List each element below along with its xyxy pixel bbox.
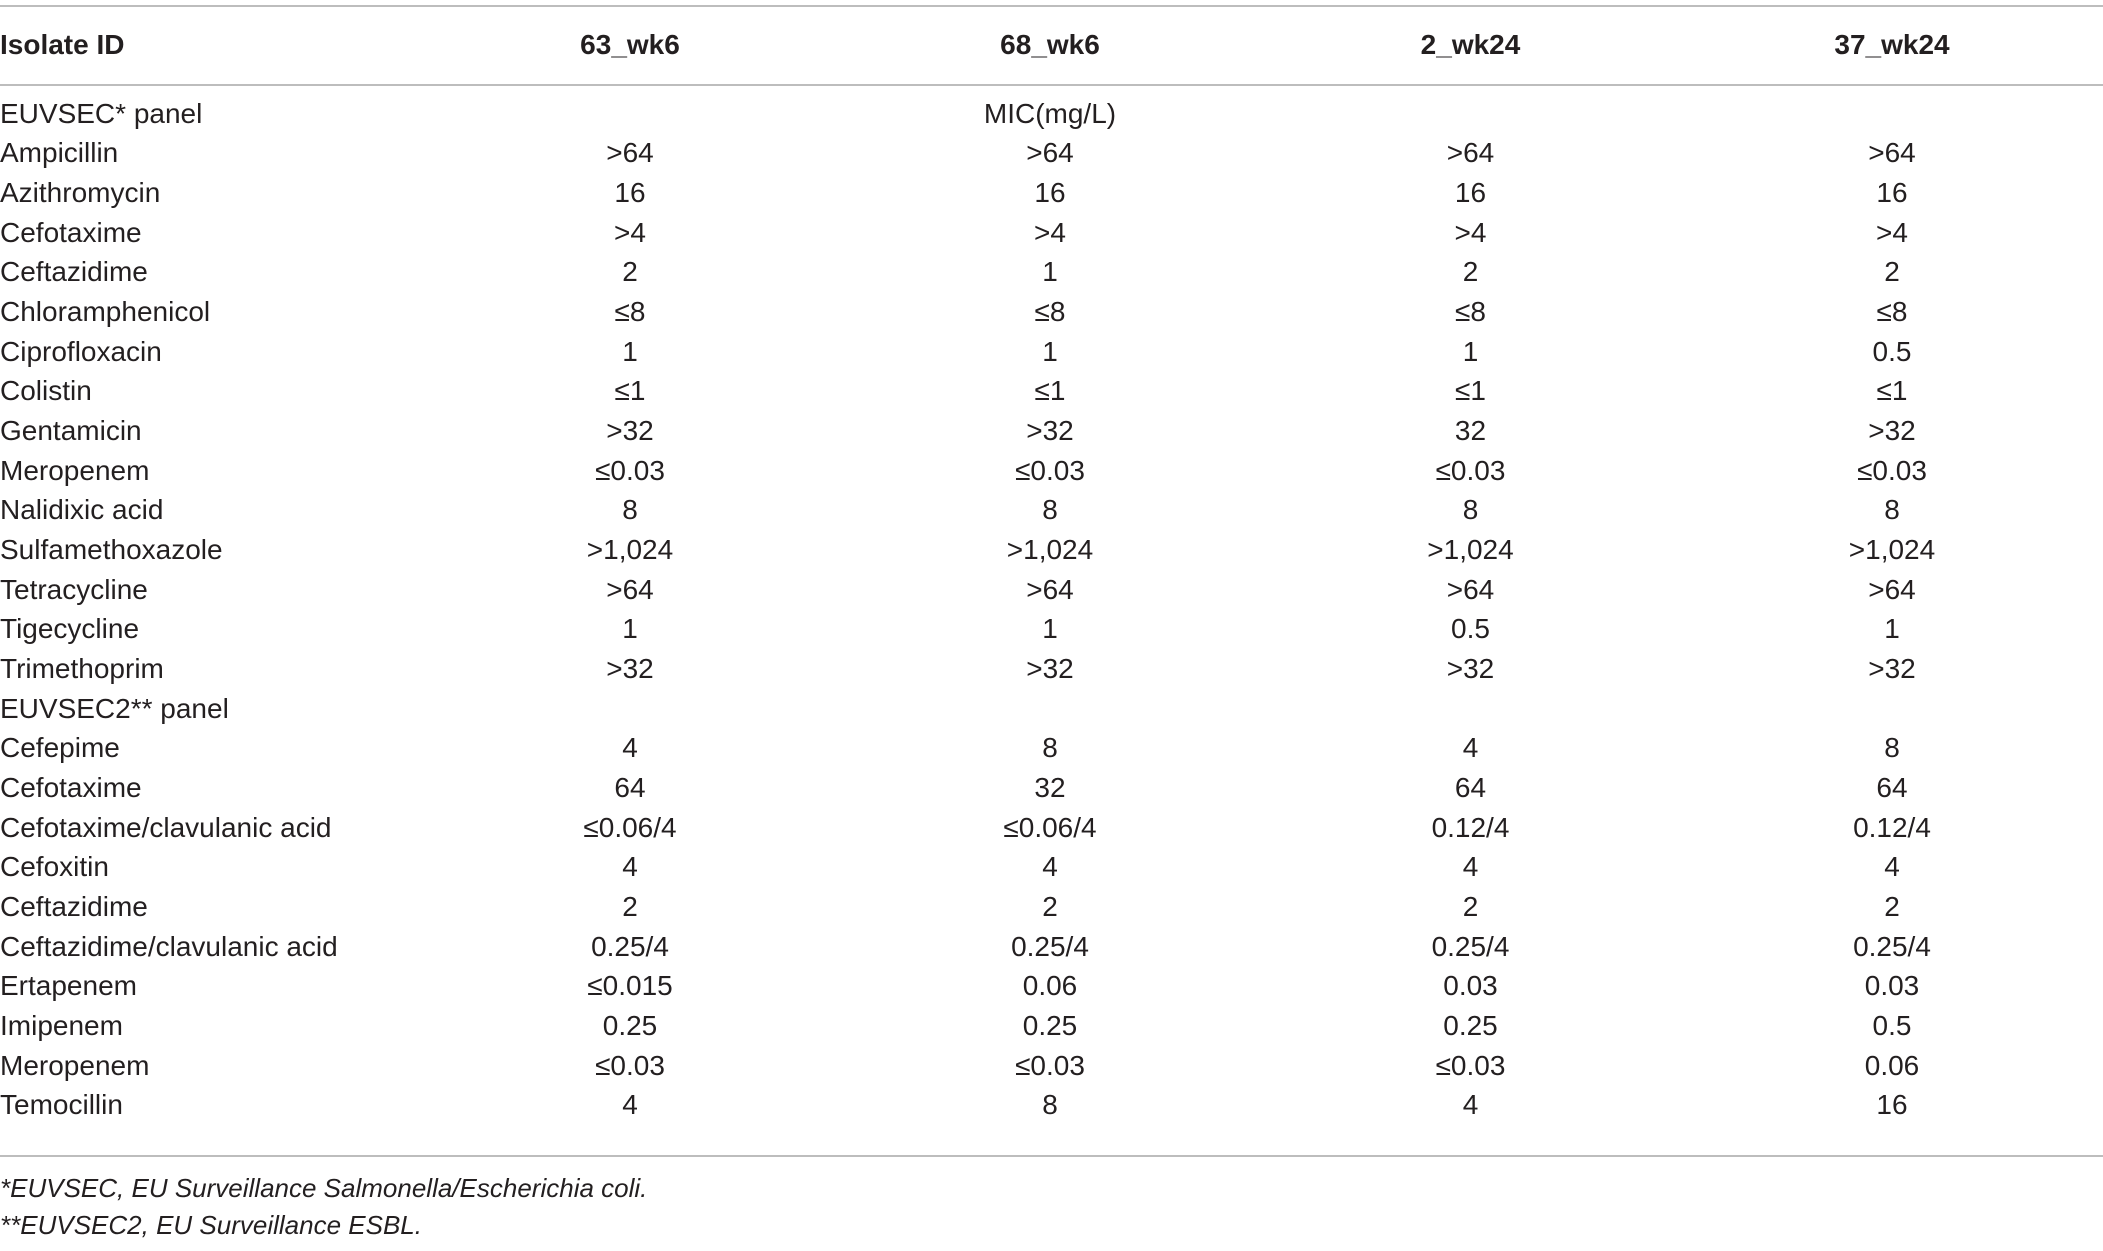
table-header-row: [0, 6, 2103, 84]
mic-value: 16: [1876, 1089, 1908, 1121]
table-row: [0, 927, 2103, 967]
mic-value: 8: [622, 494, 638, 526]
mic-value: 2: [1884, 256, 1900, 288]
mic-value: 1: [1462, 335, 1479, 367]
drug-name: Ceftazidime/clavulanic acid: [0, 930, 338, 962]
drug-name: Ertapenem: [0, 970, 137, 1002]
drug-name: Tetracycline: [0, 573, 148, 605]
mic-value: 2: [1462, 256, 1479, 288]
mic-value: 0.25: [1022, 1009, 1078, 1041]
mic-value: 8: [1462, 494, 1479, 526]
drug-name: Cefotaxime: [0, 771, 142, 803]
mic-value: 0.12/4: [1431, 811, 1510, 843]
mic-value: >64: [1446, 137, 1495, 169]
mic-value: 1: [1884, 613, 1900, 645]
table-bottom-rule: [0, 1155, 2103, 1157]
mic-value: 0.25/4: [1011, 930, 1089, 962]
mic-value: 4: [1462, 851, 1479, 883]
mic-value: 2: [1042, 890, 1058, 922]
empty-cell: [420, 689, 840, 729]
mic-value: 32: [1454, 415, 1487, 447]
drug-name: Cefotaxime: [0, 216, 142, 248]
table-row: [0, 847, 2103, 887]
table-row: [0, 213, 2103, 253]
mic-value: 2: [1462, 890, 1479, 922]
mic-value: ≤0.03: [1857, 454, 1927, 486]
mic-value: >1,024: [586, 534, 674, 566]
mic-value: 0.03: [1864, 970, 1920, 1002]
drug-name: Ampicillin: [0, 137, 119, 169]
mic-value: >64: [1868, 573, 1916, 605]
panel-name: EUVSEC2** panel: [0, 692, 229, 724]
mic-value: >4: [1034, 216, 1066, 248]
mic-value: 0.25/4: [1853, 930, 1931, 962]
mic-value: ≤1: [1876, 375, 1908, 407]
table-row: [0, 729, 2103, 769]
mic-value: 16: [1454, 177, 1487, 209]
empty-cell: [1260, 84, 1681, 134]
mic-value: >1,024: [1427, 534, 1514, 566]
mic-value: 4: [1884, 851, 1900, 883]
table-row: [0, 411, 2103, 451]
mic-value: ≤1: [1034, 375, 1066, 407]
table-row: [0, 1046, 2103, 1086]
empty-cell: [1260, 689, 1681, 729]
mic-value: ≤0.06/4: [1003, 811, 1097, 843]
table-row: [0, 610, 2103, 650]
table-row: [0, 649, 2103, 689]
mic-value: ≤8: [1455, 296, 1486, 328]
mic-value: 4: [622, 1089, 638, 1121]
mic-value: ≤0.03: [1435, 1049, 1506, 1081]
empty-cell: [420, 84, 840, 134]
mic-value: 4: [1042, 851, 1058, 883]
mic-value: 64: [1876, 771, 1908, 803]
table-footnotes: [0, 1170, 2103, 1244]
table-row: [0, 173, 2103, 213]
drug-name: Imipenem: [0, 1009, 123, 1041]
footnote-euvsec: *EUVSEC, EU Surveillance Salmonella/Escherichia coli.: [0, 1173, 648, 1203]
drug-name: Sulfamethoxazole: [0, 534, 223, 566]
panel-header-row: [0, 84, 2103, 134]
mic-value: ≤8: [1034, 296, 1066, 328]
mic-value: >4: [1454, 216, 1487, 248]
mic-value: >4: [614, 216, 646, 248]
footnote-euvsec2: **EUVSEC2, EU Surveillance ESBL.: [0, 1210, 422, 1240]
table-row: [0, 451, 2103, 491]
mic-value: 16: [1876, 177, 1908, 209]
mic-value: 8: [1042, 494, 1058, 526]
table-row: [0, 1006, 2103, 1046]
table-row: [0, 372, 2103, 412]
table-body: [0, 84, 2103, 1125]
mic-value: 64: [1454, 771, 1487, 803]
mic-value: >1,024: [1006, 534, 1094, 566]
drug-name: Nalidixic acid: [0, 494, 164, 526]
empty-cell: [1681, 84, 2103, 134]
mic-value: 0.12/4: [1853, 811, 1931, 843]
header-isolate-37-wk24: 37_wk24: [1834, 29, 1950, 60]
drug-name: Cefepime: [0, 732, 120, 764]
mic-value: >4: [1876, 216, 1908, 248]
mic-value: 1: [1042, 613, 1058, 645]
drug-name: Gentamicin: [0, 415, 142, 447]
mic-value: 0.25/4: [1431, 930, 1510, 962]
header-isolate-63-wk6: 63_wk6: [580, 29, 680, 60]
mic-value: >32: [1868, 653, 1916, 685]
table-row: [0, 530, 2103, 570]
drug-name: Ceftazidime: [0, 890, 148, 922]
mic-value: >32: [1868, 415, 1916, 447]
mic-value: 0.5: [1872, 335, 1912, 367]
mic-value: ≤0.015: [587, 970, 673, 1002]
mic-value: ≤0.03: [1015, 454, 1085, 486]
drug-name: Azithromycin: [0, 177, 161, 209]
table-row: [0, 253, 2103, 293]
mic-value: >32: [606, 653, 654, 685]
drug-name: Trimethoprim: [0, 653, 164, 685]
mic-value: 4: [1462, 732, 1479, 764]
mic-value: >64: [606, 137, 654, 169]
header-isolate-68-wk6: 68_wk6: [1000, 29, 1100, 60]
mic-value: >64: [1446, 573, 1495, 605]
table-row: [0, 966, 2103, 1006]
drug-name: Tigecycline: [0, 613, 140, 645]
mic-value: 0.06: [1864, 1049, 1920, 1081]
mic-value: 1: [1042, 256, 1058, 288]
mic-value: >64: [606, 573, 654, 605]
table-row: [0, 887, 2103, 927]
mic-value: 0.06: [1022, 970, 1078, 1002]
mic-value: 16: [614, 177, 646, 209]
mic-value: 0.25: [1443, 1009, 1498, 1041]
table-row: [0, 768, 2103, 808]
mic-value: 8: [1884, 732, 1900, 764]
mic-value: 32: [1034, 771, 1066, 803]
table-row: [0, 808, 2103, 848]
mic-value: >1,024: [1848, 534, 1936, 566]
mic-value: 2: [622, 256, 638, 288]
panel-header-row: [0, 689, 2103, 729]
mic-table: [0, 6, 2103, 1125]
mic-value: 1: [622, 613, 638, 645]
mic-value: 8: [1042, 732, 1058, 764]
table-row: [0, 570, 2103, 610]
header-isolate-id: Isolate ID: [0, 29, 125, 60]
mic-value: ≤1: [1455, 375, 1486, 407]
mic-value: 0.03: [1443, 970, 1498, 1002]
mic-value: >64: [1026, 573, 1074, 605]
drug-name: Ciprofloxacin: [0, 335, 162, 367]
mic-value: 0.5: [1872, 1009, 1912, 1041]
mic-value: 4: [622, 732, 638, 764]
mic-value: ≤0.06/4: [583, 811, 677, 843]
mic-value: ≤8: [614, 296, 646, 328]
drug-name: Cefotaxime/clavulanic acid: [0, 811, 332, 843]
mic-value: 4: [622, 851, 638, 883]
panel-name: EUVSEC* panel: [0, 97, 203, 129]
mic-value: >64: [1868, 137, 1916, 169]
mic-value: 0.5: [1451, 613, 1490, 645]
mic-value: 4: [1462, 1089, 1479, 1121]
mic-value: 2: [1884, 890, 1900, 922]
mic-value: 1: [622, 335, 638, 367]
table-row: [0, 491, 2103, 531]
table-row: [0, 292, 2103, 332]
drug-name: Meropenem: [0, 1049, 150, 1081]
mic-value: 0.25: [602, 1009, 658, 1041]
table-row: [0, 1085, 2103, 1125]
mic-value: ≤0.03: [595, 1049, 665, 1081]
mic-value: 64: [614, 771, 646, 803]
panel-unit-label: [840, 689, 1260, 729]
mic-value: ≤1: [614, 375, 646, 407]
mic-value: >32: [1026, 415, 1074, 447]
table-row: [0, 134, 2103, 174]
mic-value: ≤0.03: [595, 454, 665, 486]
mic-value: >64: [1026, 137, 1074, 169]
mic-value: 16: [1034, 177, 1066, 209]
drug-name: Chloramphenicol: [0, 296, 211, 328]
table-row: [0, 332, 2103, 372]
mic-value: 1: [1042, 335, 1058, 367]
panel-unit-label: MIC(mg/L): [983, 97, 1117, 129]
mic-value: >32: [1446, 653, 1495, 685]
mic-value: ≤0.03: [1015, 1049, 1085, 1081]
mic-value: 0.25/4: [591, 930, 669, 962]
mic-value: >32: [1026, 653, 1074, 685]
mic-value: 2: [622, 890, 638, 922]
drug-name: Temocillin: [0, 1089, 123, 1121]
header-isolate-2-wk24: 2_wk24: [1420, 29, 1521, 60]
mic-value: >32: [606, 415, 654, 447]
drug-name: Meropenem: [0, 454, 150, 486]
mic-value: ≤0.03: [1435, 454, 1506, 486]
empty-cell: [1681, 689, 2103, 729]
drug-name: Colistin: [0, 375, 92, 407]
mic-value: 8: [1884, 494, 1900, 526]
drug-name: Ceftazidime: [0, 256, 148, 288]
mic-value: ≤8: [1876, 296, 1908, 328]
drug-name: Cefoxitin: [0, 851, 109, 883]
mic-value: 8: [1042, 1089, 1058, 1121]
